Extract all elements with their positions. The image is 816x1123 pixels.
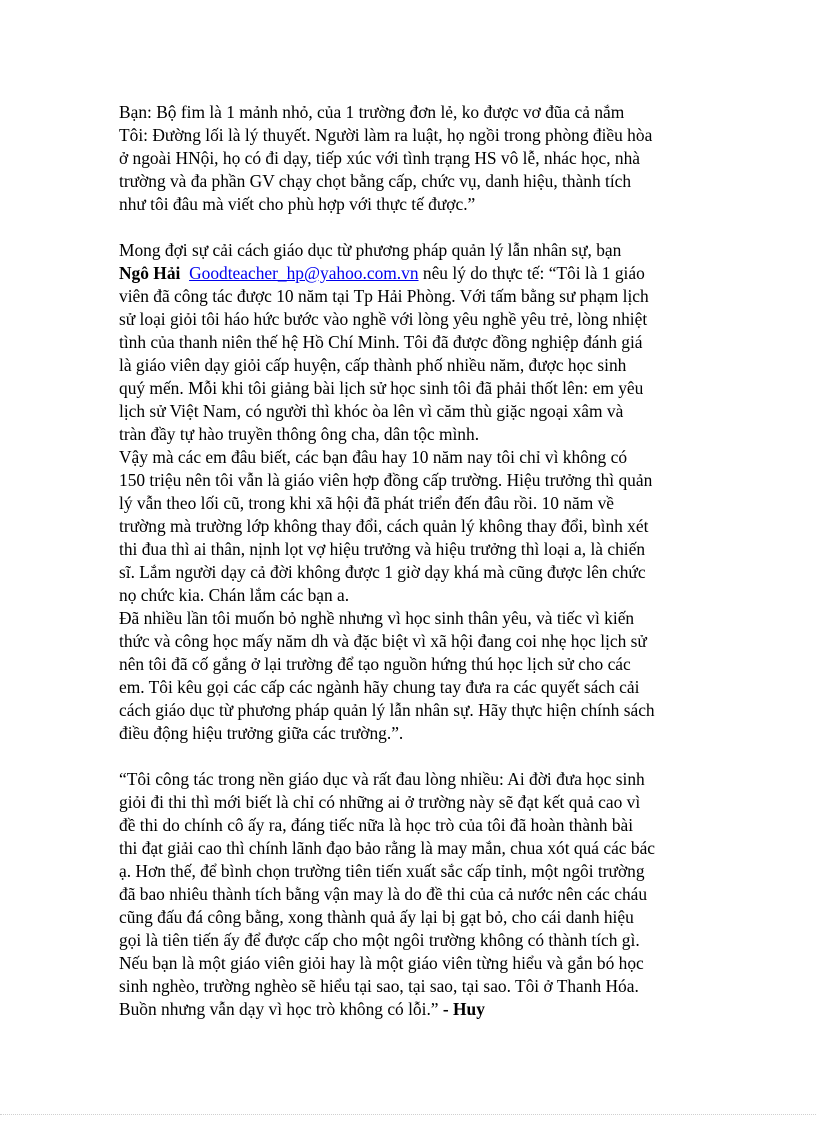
- text-line: gọi là tiên tiến ấy để được cấp cho một ngôi trường không có thành tích gì.: [119, 930, 640, 950]
- text-line: Mong đợi sự cải cách giáo dục từ phương pháp quản lý lẫn nhân sự, bạn: [119, 240, 622, 260]
- text-fragment: Buồn nhưng vẫn dạy vì học trò không có lỗi.”: [119, 999, 443, 1019]
- text-line: giỏi đi thi thì mới biết là chỉ có những ai ở trường này sẽ đạt kết quả cao vì: [119, 792, 641, 812]
- text-line: tình của thanh niên thế hệ Hồ Chí Minh. Tôi đã được đồng nghiệp đánh giá: [119, 332, 643, 352]
- text-line: thi đạt giải cao thì chính lãnh đạo bảo rằng là may mắn, chua xót quá các bác: [119, 838, 656, 858]
- signature: - Huy: [442, 999, 485, 1019]
- author-name: Ngô Hải: [119, 263, 181, 283]
- text-line: điều động hiệu trưởng giữa các trường.”.: [119, 723, 404, 743]
- text-line: ạ. Hơn thế, để bình chọn trường tiên tiến xuất sắc cấp tỉnh, một ngôi trường: [119, 861, 645, 881]
- text-line: [119, 998, 709, 1021]
- paragraph-gap: [119, 745, 709, 768]
- author-email-link[interactable]: Goodteacher_hp@yahoo.com.vn: [189, 263, 419, 283]
- text-line: Đã nhiều lần tôi muốn bỏ nghề nhưng vì học sinh thân yêu, và tiếc vì kiến: [119, 608, 635, 628]
- text-line: [119, 262, 709, 285]
- paragraph-gap: [119, 216, 709, 239]
- text-line: em. Tôi kêu gọi các cấp các ngành hãy chung tay đưa ra các quyết sách cải: [119, 677, 640, 697]
- document-body: [119, 101, 709, 1021]
- paragraph-ngo-hai: [119, 239, 709, 745]
- text-line: lịch sử Việt Nam, có người thì khóc òa lên vì căm thù giặc ngoại xâm và: [119, 401, 624, 421]
- text-line: thức và công học mấy năm dh và đặc biệt vì xã hội đang coi nhẹ học lịch sử: [119, 631, 647, 651]
- text-line: sử loại giỏi tôi háo hức bước vào nghề với lòng yêu nghề yêu trẻ, lòng nhiệt: [119, 309, 648, 329]
- text-line: 150 triệu nên tôi vẫn là giáo viên hợp đồng cấp trường. Hiệu trưởng thì quản: [119, 470, 653, 490]
- text-line: “Tôi công tác trong nền giáo dục và rất đau lòng nhiều: Ai đời đưa học sinh: [119, 769, 645, 789]
- text-fragment: nêu lý do thực tế: “Tôi là 1 giáo: [418, 263, 645, 283]
- text-line: lý vẫn theo lối cũ, trong khi xã hội đã phát triển đến đâu rồi. 10 năm về: [119, 493, 615, 513]
- text-line: là giáo viên dạy giỏi cấp huyện, cấp thành phố nhiều năm, được học sinh: [119, 355, 627, 375]
- text-line: trường và đa phần GV chạy chọt bằng cấp, chức vụ, danh hiệu, thành tích: [119, 171, 632, 191]
- text-line: ở ngoài HNội, họ có đi dạy, tiếp xúc với tình trạng HS vô lễ, nhác học, nhà: [119, 148, 641, 168]
- text-line: Nếu bạn là một giáo viên giỏi hay là một giáo viên từng hiểu và gắn bó học: [119, 953, 644, 973]
- text-line: trường mà trường lớp không thay đổi, cách quản lý không thay đổi, bình xét: [119, 516, 649, 536]
- text-line: nọ chức kia. Chán lắm các bạn a.: [119, 585, 350, 605]
- paragraph-huy: [119, 768, 709, 1021]
- text-line: sinh nghèo, trường nghèo sẽ hiểu tại sao, tại sao, tại sao. Tôi ở Thanh Hóa.: [119, 976, 639, 996]
- text-line: sĩ. Lắm người dạy cả đời không được 1 giờ dạy khá mà cũng được lên chức: [119, 562, 646, 582]
- paragraph-dialogue: [119, 101, 709, 216]
- text-line: tràn đầy tự hào truyền thông ông cha, dân tộc mình.: [119, 424, 480, 444]
- text-line: như tôi đâu mà viết cho phù hợp với thực tế được.”: [119, 194, 476, 214]
- text-line: thi đua thì ai thân, nịnh lọt vợ hiệu trưởng và hiệu trưởng thì loại a, là chiến: [119, 539, 646, 559]
- text-line: nên tôi đã cố gắng ở lại trường để tạo nguồn hứng thú học lịch sử cho các: [119, 654, 631, 674]
- text-line: cũng đấu đá công bằng, xong thành quả ấy lại bị gạt bỏ, cho cái danh hiệu: [119, 907, 634, 927]
- text-line: viên đã công tác được 10 năm tại Tp Hải Phòng. Với tấm bằng sư phạm lịch: [119, 286, 649, 306]
- text-line: cách giáo dục từ phương pháp quản lý lẫn nhân sự. Hãy thực hiện chính sách: [119, 700, 655, 720]
- text-line: quý mến. Mỗi khi tôi giảng bài lịch sử học sinh tôi đã phải thốt lên: em yêu: [119, 378, 644, 398]
- text-line: Tôi: Đường lối là lý thuyết. Người làm ra luật, họ ngồi trong phòng điều hòa: [119, 125, 653, 145]
- text-line: đã bao nhiêu thành tích bằng vận may là do đề thi của cả nước nên các cháu: [119, 884, 648, 904]
- text-line: đề thi do chính cô ấy ra, đáng tiếc nữa là học trò của tôi đã hoàn thành bài: [119, 815, 634, 835]
- text-line: Bạn: Bộ fim là 1 mảnh nhỏ, của 1 trường đơn lẻ, ko được vơ đũa cả nắm: [119, 102, 625, 122]
- text-line: Vậy mà các em đâu biết, các bạn đâu hay 10 năm nay tôi chỉ vì không có: [119, 447, 628, 467]
- page-bottom-divider: [0, 1114, 816, 1116]
